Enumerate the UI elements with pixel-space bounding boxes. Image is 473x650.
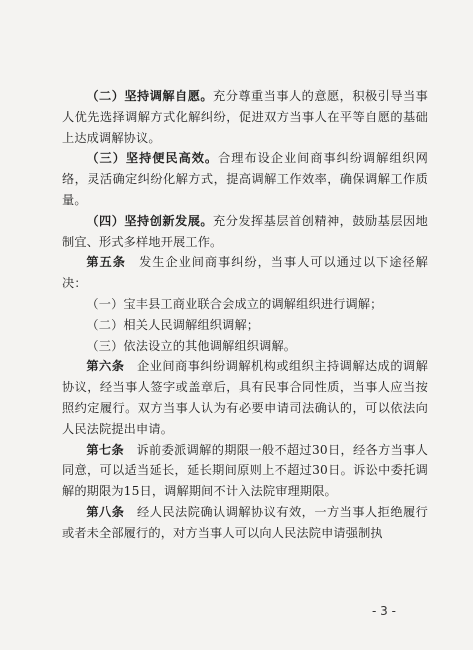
paragraph-principle-convenience [62, 148, 428, 210]
paragraph-lead: （二）坚持调解自愿。 [86, 89, 214, 103]
paragraph-article-5-item-3 [62, 336, 428, 357]
paragraph-text: 充分尊重当事人的意愿，积极引导当事人优先选择调解方式化解纠纷，促进双方当事人在平等自愿的基础上达成调解协议。 [62, 89, 428, 145]
paragraph-article-5 [62, 252, 428, 294]
paragraph-article-5-item-1 [62, 294, 428, 315]
paragraph-lead: 第七条 [86, 442, 124, 457]
paragraph-principle-innovation [62, 211, 428, 253]
paragraph-lead: （三）坚持便民高效。 [86, 151, 219, 166]
paragraph-text: 经人民法院确认调解协议有效，一方当事人拒绝履行或者未全部履行的，对方当事人可以向人民法院申请强制执 [62, 504, 428, 540]
paragraph-text: 企业间商事纠纷调解机构或组织主持调解达成的调解协议，经当事人签字或盖章后，具有民事合同性质，当事人应当按照约定履行。双方当事人认为有必要申请司法确认的，可以依法向人民法院提出申请。 [62, 359, 428, 436]
paragraph-text: 合理布设企业间商事纠纷调解组织网络，灵活确定纠纷化解方式，提高调解工作效率，确保调解工作质量。 [62, 151, 429, 207]
paragraph-article-7 [62, 440, 428, 502]
paragraph-article-8 [62, 502, 428, 544]
paragraph-text: 诉前委派调解的期限一般不超过30日，经各方当事人同意，可以适当延长，延长期间原则上不超过30日。诉讼中委托调解的期限为15日，调解期间不计入法院审理期限。 [62, 442, 428, 499]
paragraph-text: （三）依法设立的其他调解组织调解。 [86, 338, 297, 353]
paragraph-text: （一）宝丰县工商业联合会成立的调解组织进行调解； [86, 296, 383, 311]
paragraph-text: 充分发挥基层首创精神，鼓励基层因地制宜、形式多样地开展工作。 [62, 213, 428, 249]
paragraph-article-6 [62, 356, 428, 439]
paragraph-text: （二）相关人民调解组织调解； [86, 317, 260, 332]
paragraph-lead: 第五条 [86, 255, 126, 270]
document-body [62, 86, 428, 544]
paragraph-principle-voluntary [62, 86, 428, 148]
paragraph-lead: 第八条 [86, 504, 125, 519]
paragraph-article-5-item-2 [62, 315, 428, 336]
paragraph-lead: （四）坚持创新发展。 [86, 213, 214, 228]
paragraph-lead: 第六条 [86, 359, 125, 374]
paragraph-text: 发生企业间商事纠纷，当事人可以通过以下途径解决： [62, 255, 428, 291]
page-number: - 3 - [372, 604, 396, 618]
